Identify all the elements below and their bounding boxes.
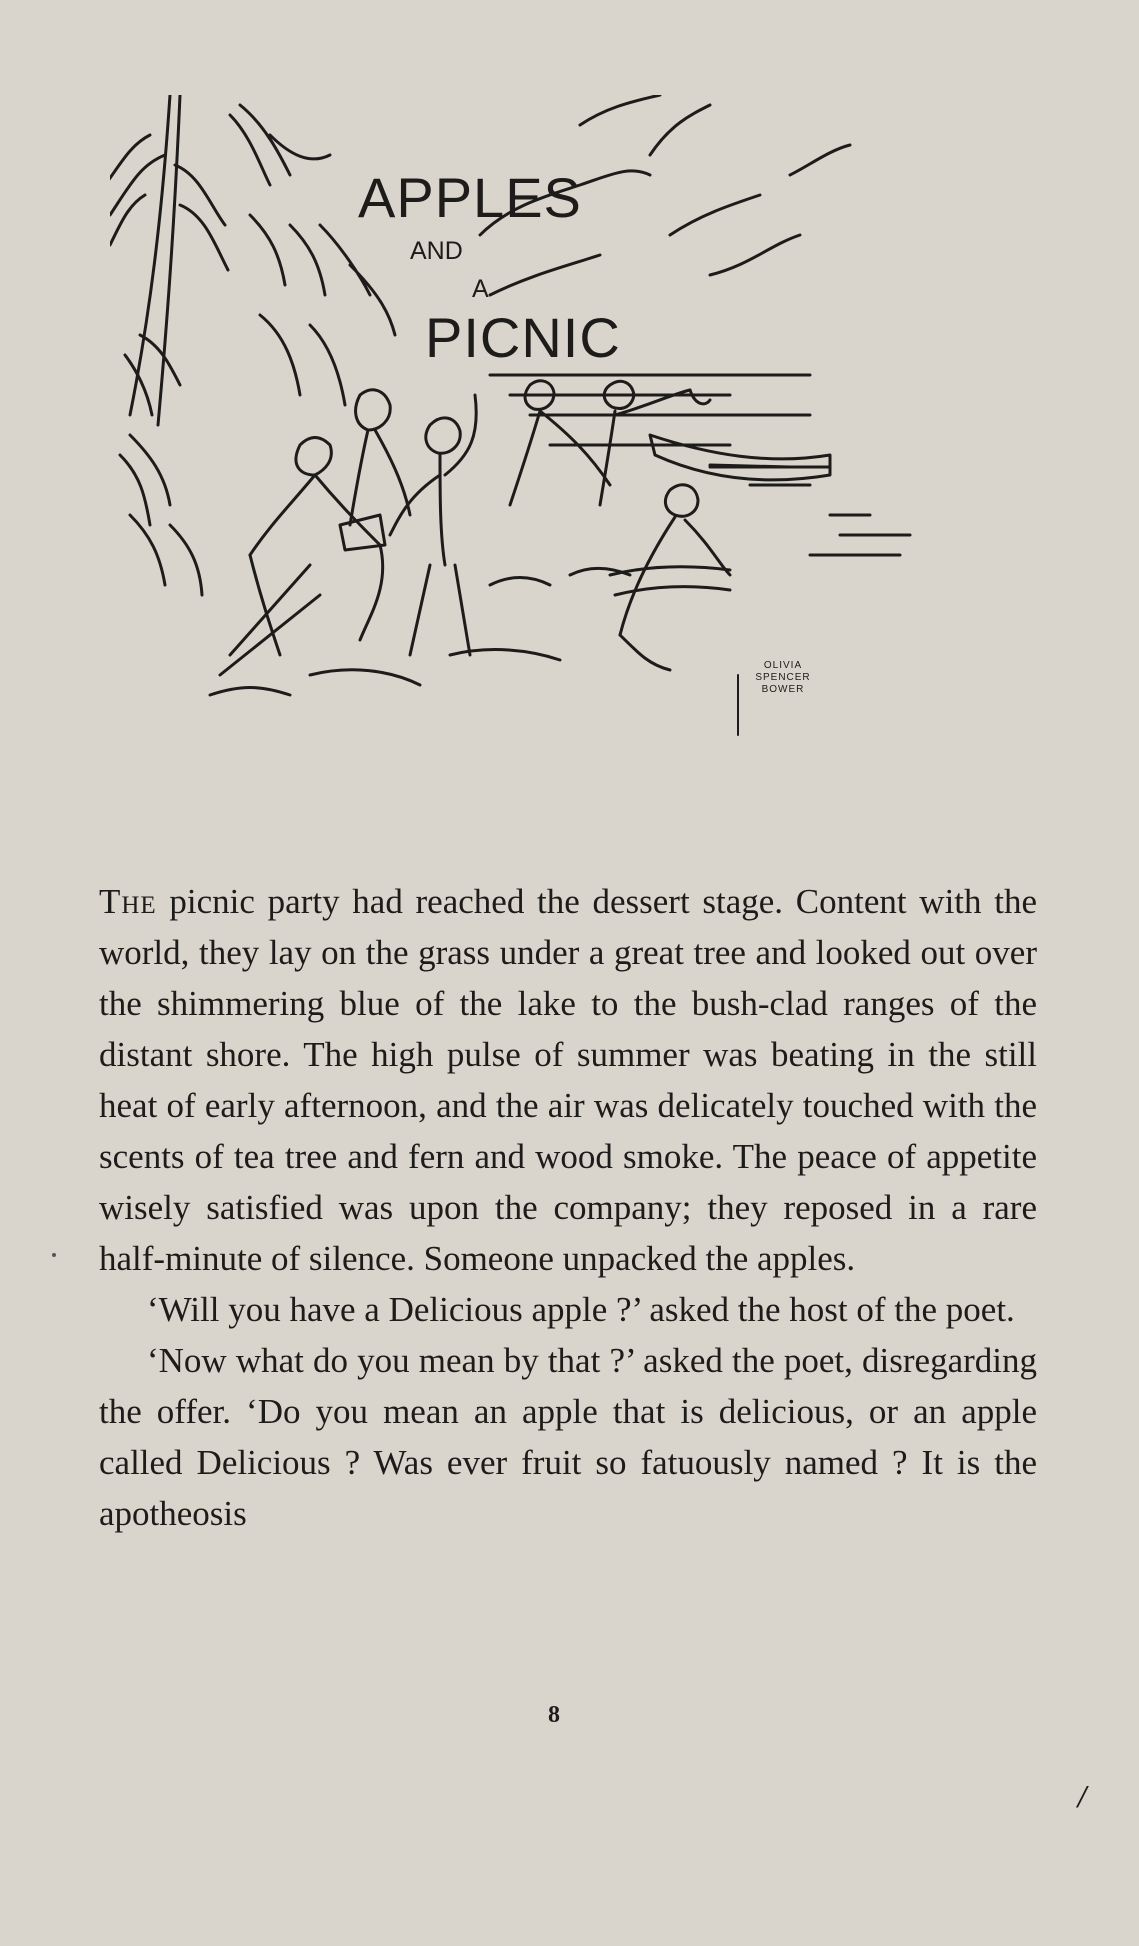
chapter-illustration xyxy=(110,95,1030,840)
chapter-title xyxy=(110,95,1030,840)
signature-line-1: OLIVIA xyxy=(763,660,803,671)
artist-signature xyxy=(742,660,824,696)
margin-dot xyxy=(52,1253,56,1257)
page-number: 8 xyxy=(548,1702,560,1728)
body-text xyxy=(99,876,1037,1539)
signature-line-2: SPENCER xyxy=(755,672,811,683)
paragraph-1-text: picnic party had reached the dessert stage. Content with the world, they lay on the grass under a great tree and looked out over the shimmering blue of the lake to the bush-clad ranges of the distant shore. The high pulse of summer was beating in the still heat of early afternoon, and the air was delicately touched with the scents of tea tree and fern and wood smoke. The peace of appetite wisely satisfied was upon the company; they reposed in a rare half-minute of silence. Someone unpacked the apples. xyxy=(99,882,1037,1278)
chapter-title-a: A xyxy=(472,275,489,303)
stray-pencil-mark: / xyxy=(1078,1782,1087,1812)
chapter-title-apples: APPLES xyxy=(358,166,582,229)
paragraph-2: ‘Will you have a Delicious apple ?’ asked the host of the poet. xyxy=(147,1290,1015,1329)
signature-line-3: BOWER xyxy=(761,684,805,695)
paragraph-3: ‘Now what do you mean by that ?’ asked the poet, disregarding the offer. ‘Do you mean an apple that is delicious, or an apple called Delicious ? Was ever fruit so fatuously named ? It is the apotheosis xyxy=(99,1341,1037,1533)
chapter-title-and: AND xyxy=(410,237,463,265)
chapter-title-picnic: PICNIC xyxy=(425,306,621,369)
lead-word: The xyxy=(99,882,157,921)
paragraph-1 xyxy=(99,876,1037,1284)
